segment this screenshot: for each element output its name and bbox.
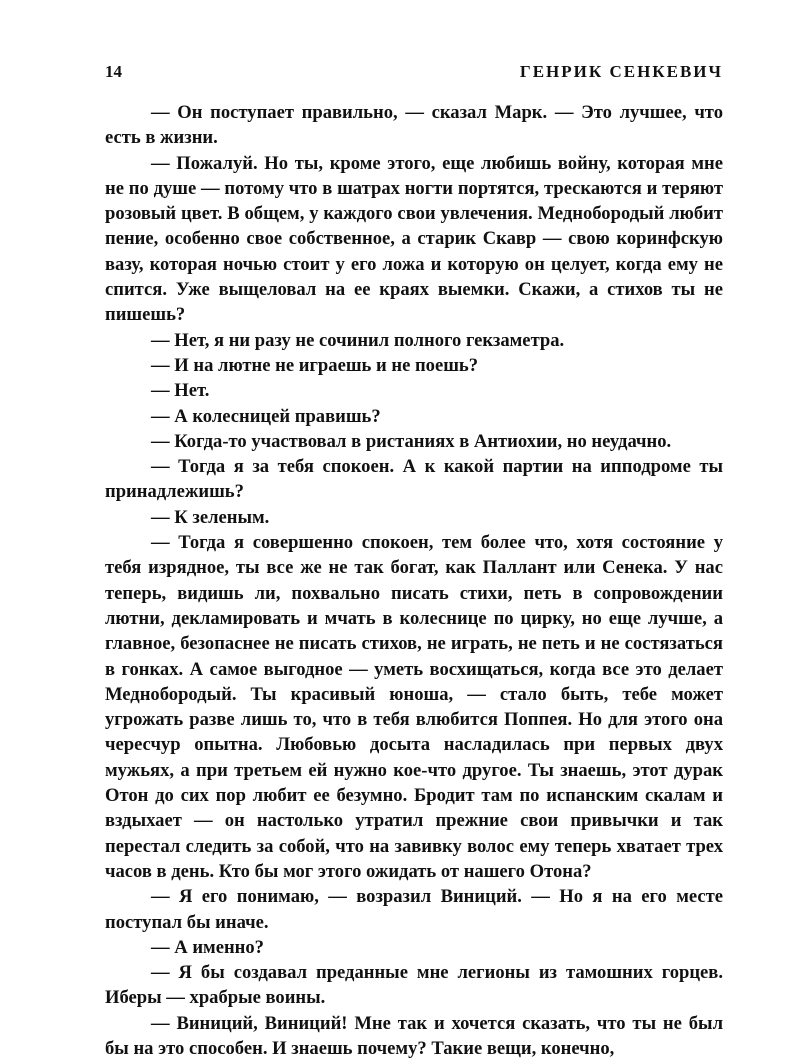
paragraph: — Тогда я за тебя спокоен. А к какой партии на ипподроме ты принадлежишь?	[105, 456, 723, 503]
running-title: ГЕНРИК СЕНКЕВИЧ	[519, 62, 723, 81]
book-page	[105, 62, 723, 1061]
paragraph: — Когда-то участвовал в ристаниях в Антиохии, но неудачно.	[151, 430, 672, 452]
paragraph: — Я бы создавал преданные мне легионы из тамошних горцев. Иберы — храбрые воины.	[105, 962, 723, 1009]
paragraph: — Нет, я ни разу не сочинил полного гекзаметра.	[151, 329, 565, 351]
page-number: 14	[105, 62, 122, 81]
paragraph: — Тогда я совершенно спокоен, тем более что, хотя состояние у тебя изрядное, ты все же не так богат, как Паллант или Сенека. У нас теперь, видишь ли, похвально писать стихи, петь в сопровождении лютни, декламировать и мчать в колеснице по цирку, но еще лучше, а главное, безопаснее не писать стихов, не играть, не петь и не состязаться в гонках. А самое выгодное — уметь восхищаться, когда все это делает Меднобородый. Ты красивый юноша, — стало быть, тебе может угрожать разве лишь то, что в тебя влюбится Поппея. Но для этого она чересчур опытна. Любовью досыта насладилась при первых двух мужьях, а при третьем ей нужно кое-что другое. Ты знаешь, этот дурак Отон до сих пор любит ее безумно. Бродит там по испанским скалам и вздыхает — он настолько утратил прежние свои привычки и так перестал следить за собой, что на завивку волос ему теперь хватает трех часов в день. Кто бы мог этого ожидать от нашего Отона?	[105, 532, 723, 882]
paragraph: — И на лютне не играешь и не поешь?	[151, 354, 479, 376]
paragraph: — А колесницей правишь?	[151, 405, 381, 427]
paragraph: — Он поступает правильно, — сказал Марк. — Это лучшее, что есть в жизни.	[105, 102, 723, 149]
page-header	[105, 62, 723, 88]
paragraph: — К зеленым.	[151, 506, 270, 528]
paragraph: — Пожалуй. Но ты, кроме этого, еще любишь войну, которая мне не по душе — потому что в шатрах ногти портятся, трескаются и теряют розовый цвет. В общем, у каждого свои увлечения. Меднобородый любит пение, особенно свое собственное, а старик Скавр — свою коринфскую вазу, которая ночью стоит у его ложа и которую он целует, когда ему не спится. Уже выщеловал на ее краях выемки. Скажи, а стихов ты не пишешь?	[105, 152, 723, 326]
paragraph: — А именно?	[151, 936, 264, 958]
paragraph: — Нет.	[151, 380, 210, 402]
paragraph: — Я его понимаю, — возразил Виниций. — Но я на его месте поступал бы иначе.	[105, 886, 723, 933]
paragraph: — Виниций, Виниций! Мне так и хочется сказать, что ты не был бы на это способен. И знаешь почему? Такие вещи, конечно,	[105, 1012, 723, 1059]
body-text	[105, 100, 723, 1061]
